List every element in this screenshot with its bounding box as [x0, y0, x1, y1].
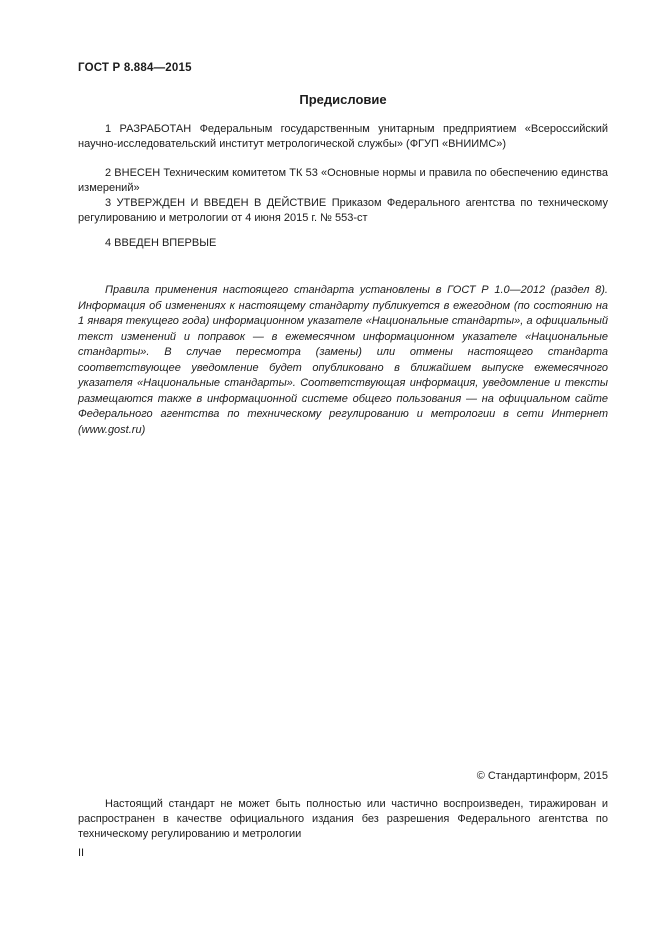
- foreword-item-approved: 3 УТВЕРЖДЕН И ВВЕДЕН В ДЕЙСТВИЕ Приказом Федерального агентства по техническому регулированию и метрологии от 4 июня 2015 г. № 553-ст: [78, 197, 608, 224]
- reproduction-notice: Настоящий стандарт не может быть полностью или частично воспроизведен, тиражирован и распространен в качестве официального издания без разрешения Федерального агентства по техническому регулированию и метрологии: [78, 798, 608, 840]
- foreword-item-developed: 1 РАЗРАБОТАН Федеральным государственным унитарным предприятием «Всероссийский научно-исследовательский институт метрологической службы» (ФГУП «ВНИИМС»): [78, 123, 608, 150]
- page-title: Предисловие: [299, 92, 387, 107]
- standard-designation: ГОСТ Р 8.884—2015: [78, 62, 192, 74]
- page-number: II: [78, 847, 85, 859]
- foreword-item-submitted: 2 ВНЕСЕН Техническим комитетом ТК 53 «Основные нормы и правила по обеспечению единства измерений»: [78, 167, 608, 194]
- copyright-line: © Стандартинформ, 2015: [476, 770, 608, 782]
- foreword-item-first-introduced: 4 ВВЕДЕН ВПЕРВЫЕ: [105, 237, 217, 249]
- foreword-items: [78, 122, 608, 251]
- application-rules-note: Правила применения настоящего стандарта установлены в ГОСТ Р 1.0—2012 (раздел 8). Информация об изменениях к настоящему стандарту публикуется в ежегодном (по состоянию на 1 января текущего года) информационном указателе «Национальные стандарты», а официальный текст изменений и поправок — в ежемесячном информационном указателе «Национальные стандарты». В случае пересмотра (замены) или отмены настоящего стандарта соответствующее уведомление будет опубликовано в ближайшем выпуске ежемесячного указателя «Национальные стандарты». Соответствующая информация, уведомление и тексты размещаются также в информационной системе общего пользования — на официальном сайте Федерального агентства по техническому регулированию и метрологии в сети Интернет (www.gost.ru): [78, 284, 608, 436]
